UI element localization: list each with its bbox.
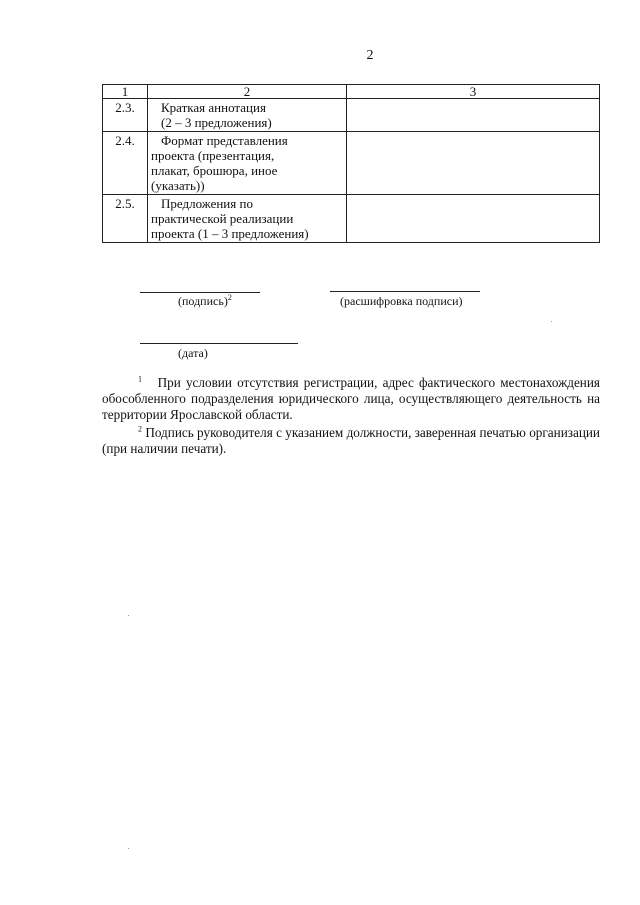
- table-row-2-3: [103, 99, 600, 132]
- column-header-2: 2: [148, 85, 347, 99]
- row-value-field[interactable]: [347, 195, 600, 243]
- row-number: 2.3.: [103, 99, 148, 132]
- table-header-row: [103, 85, 600, 99]
- row-label: [148, 132, 347, 195]
- footnote-text: Подпись руководителя с указанием должности, заверенная печатью организации (при наличии печати).: [102, 425, 600, 456]
- row-number: 2.4.: [103, 132, 148, 195]
- row-label-line: Формат представления: [161, 133, 288, 148]
- row-label-line: проекта (1 – 3 предложения): [151, 226, 309, 241]
- row-label-line: плакат, брошюра, иное: [151, 163, 278, 178]
- table-row-2-5: [103, 195, 600, 243]
- scan-speck: [128, 615, 129, 616]
- column-header-1: 1: [103, 85, 148, 99]
- signature-decoding-caption: (расшифровка подписи): [340, 294, 463, 308]
- scan-speck: [128, 848, 129, 849]
- footnote-text: При условии отсутствия регистрации, адрес фактического местонахождения обособленного подразделения юридического лица, осуществляющего деятельность на территории Ярославской области.: [102, 375, 600, 422]
- row-label-line: Предложения по: [161, 196, 253, 211]
- footnote-mark: 2: [227, 293, 232, 302]
- footnote-mark: 1: [138, 374, 142, 384]
- footnote-2: [102, 425, 600, 457]
- column-header-3: 3: [347, 85, 600, 99]
- page-number: 2: [366, 48, 374, 63]
- application-form-table: [102, 84, 600, 243]
- date-line[interactable]: [140, 343, 298, 344]
- row-number: 2.5.: [103, 195, 148, 243]
- signature-line[interactable]: [140, 292, 260, 293]
- footnotes: [102, 375, 600, 459]
- row-label-line: проекта (презентация,: [151, 148, 275, 163]
- row-label-line: практической реализации: [151, 211, 294, 226]
- footnote-mark: 2: [138, 424, 142, 434]
- signature-caption: (подпись)$^2$: [178, 293, 232, 308]
- row-value-field[interactable]: [347, 132, 600, 195]
- row-label: [148, 195, 347, 243]
- table-row-2-4: [103, 132, 600, 195]
- row-value-field[interactable]: [347, 99, 600, 132]
- signature-decoding-line[interactable]: [330, 291, 480, 292]
- date-caption: (дата): [178, 346, 208, 360]
- scan-speck: [551, 321, 552, 322]
- row-label-line: (указать)): [151, 178, 205, 193]
- footnote-1: [102, 375, 600, 423]
- row-label: [148, 99, 347, 132]
- row-label-line: (2 – 3 предложения): [161, 115, 272, 130]
- row-label-line: Краткая аннотация: [161, 100, 266, 115]
